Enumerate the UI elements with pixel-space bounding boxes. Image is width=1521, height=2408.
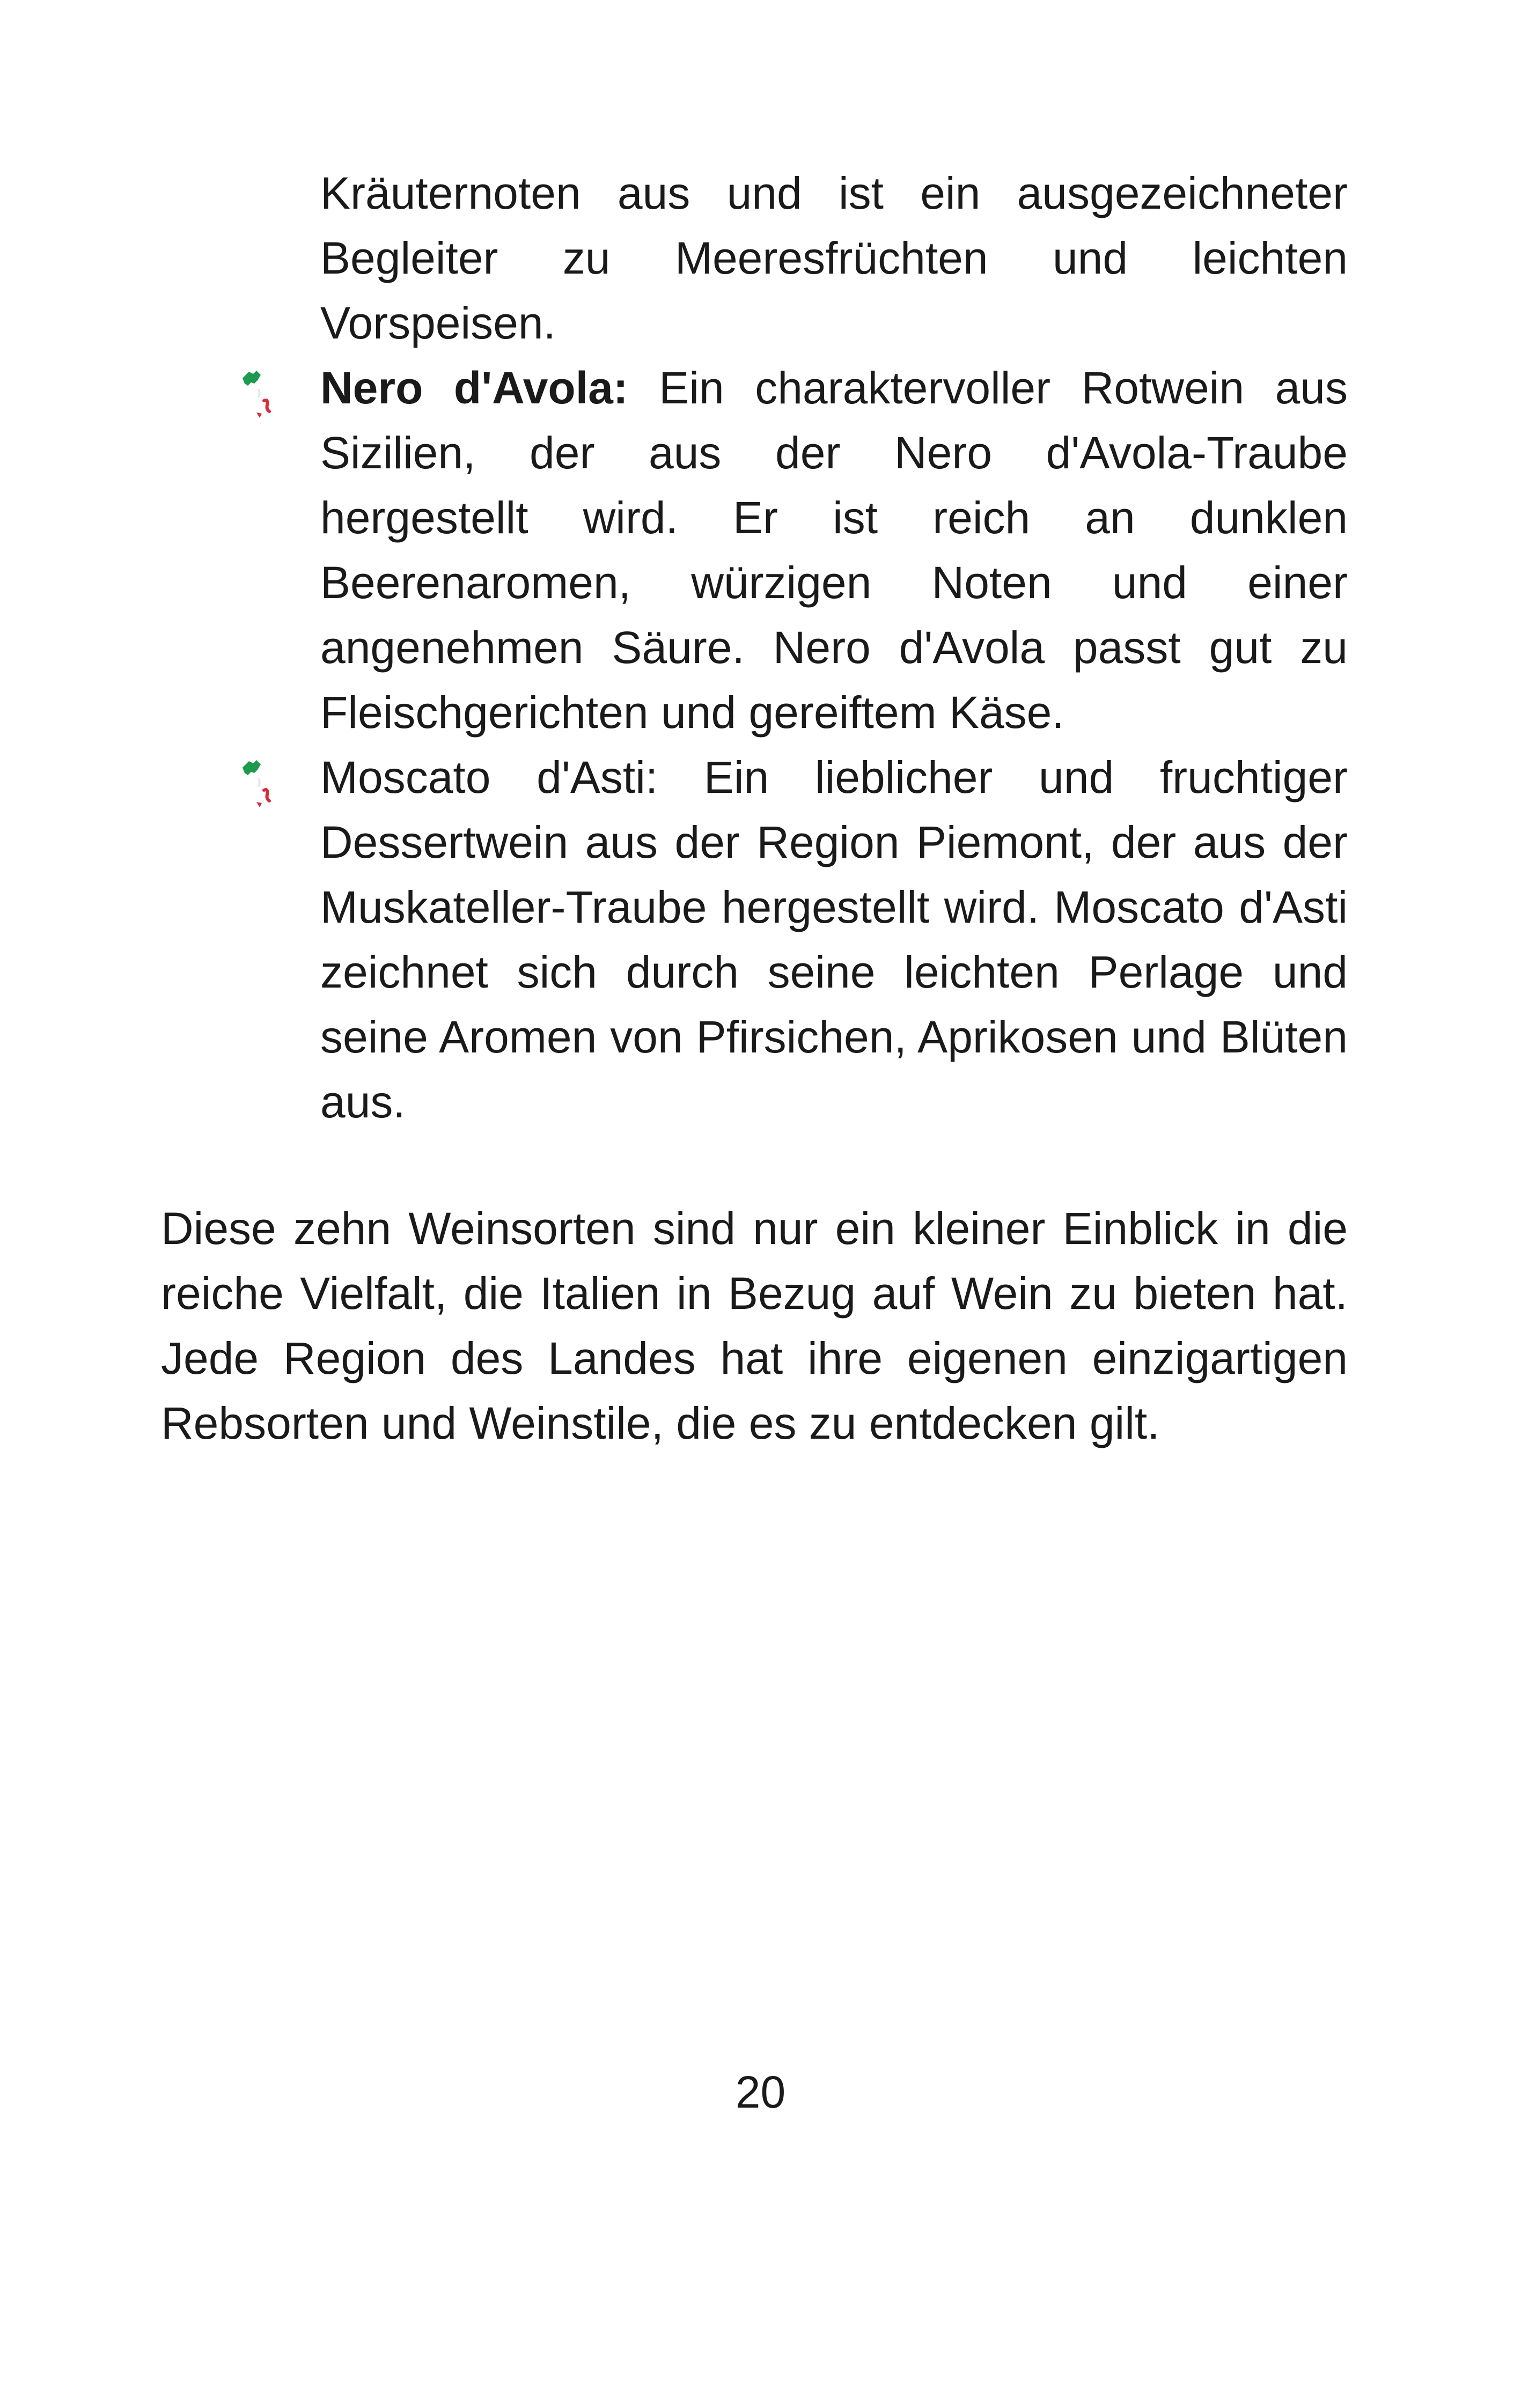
list-item-moscato-dasti [320, 745, 1348, 1135]
italy-map-icon [237, 367, 280, 419]
italy-map-icon [237, 757, 280, 808]
closing-paragraph: Diese zehn Weinsorten sind nur ein kleiner Einblick in die reiche Vielfalt, die Italien in Bezug auf Wein zu bieten hat. Jede Region des Landes hat ihre eigenen einzigartigen Rebsorten und Weinstile, die es zu entdecken gilt. [161, 1203, 1348, 1448]
wine-list [320, 161, 1348, 1135]
page-number: 20 [735, 2067, 786, 2117]
list-item-text: Kräuternoten aus und ist ein ausgezeichneter Begleiter zu Meeresfrüchten und leichten Vorspeisen. [320, 168, 1348, 348]
wine-term: Nero d'Avola: [320, 363, 628, 413]
list-item-nero-davola [320, 356, 1348, 745]
list-item-text: Moscato d'Asti: Ein lieblicher und fruchtiger Dessertwein aus der Region Piemont, der aus der Muskateller-Traube hergestellt wird. Moscato d'Asti zeichnet sich durch seine leichten Perlage und seine Aromen von Pfirsichen, Aprikosen und Blüten aus. [320, 752, 1348, 1127]
list-item-text: Ein charaktervoller Rotwein aus Sizilien, der aus der Nero d'Avola-Traube hergestellt wird. Er ist reich an dunklen Beerenaromen, würzigen Noten und einer angenehmen Säure. Nero d'Avola passt gut zu Fleischgerichten und gereiftem Käse. [320, 363, 1348, 738]
list-item-continuation [320, 161, 1348, 356]
